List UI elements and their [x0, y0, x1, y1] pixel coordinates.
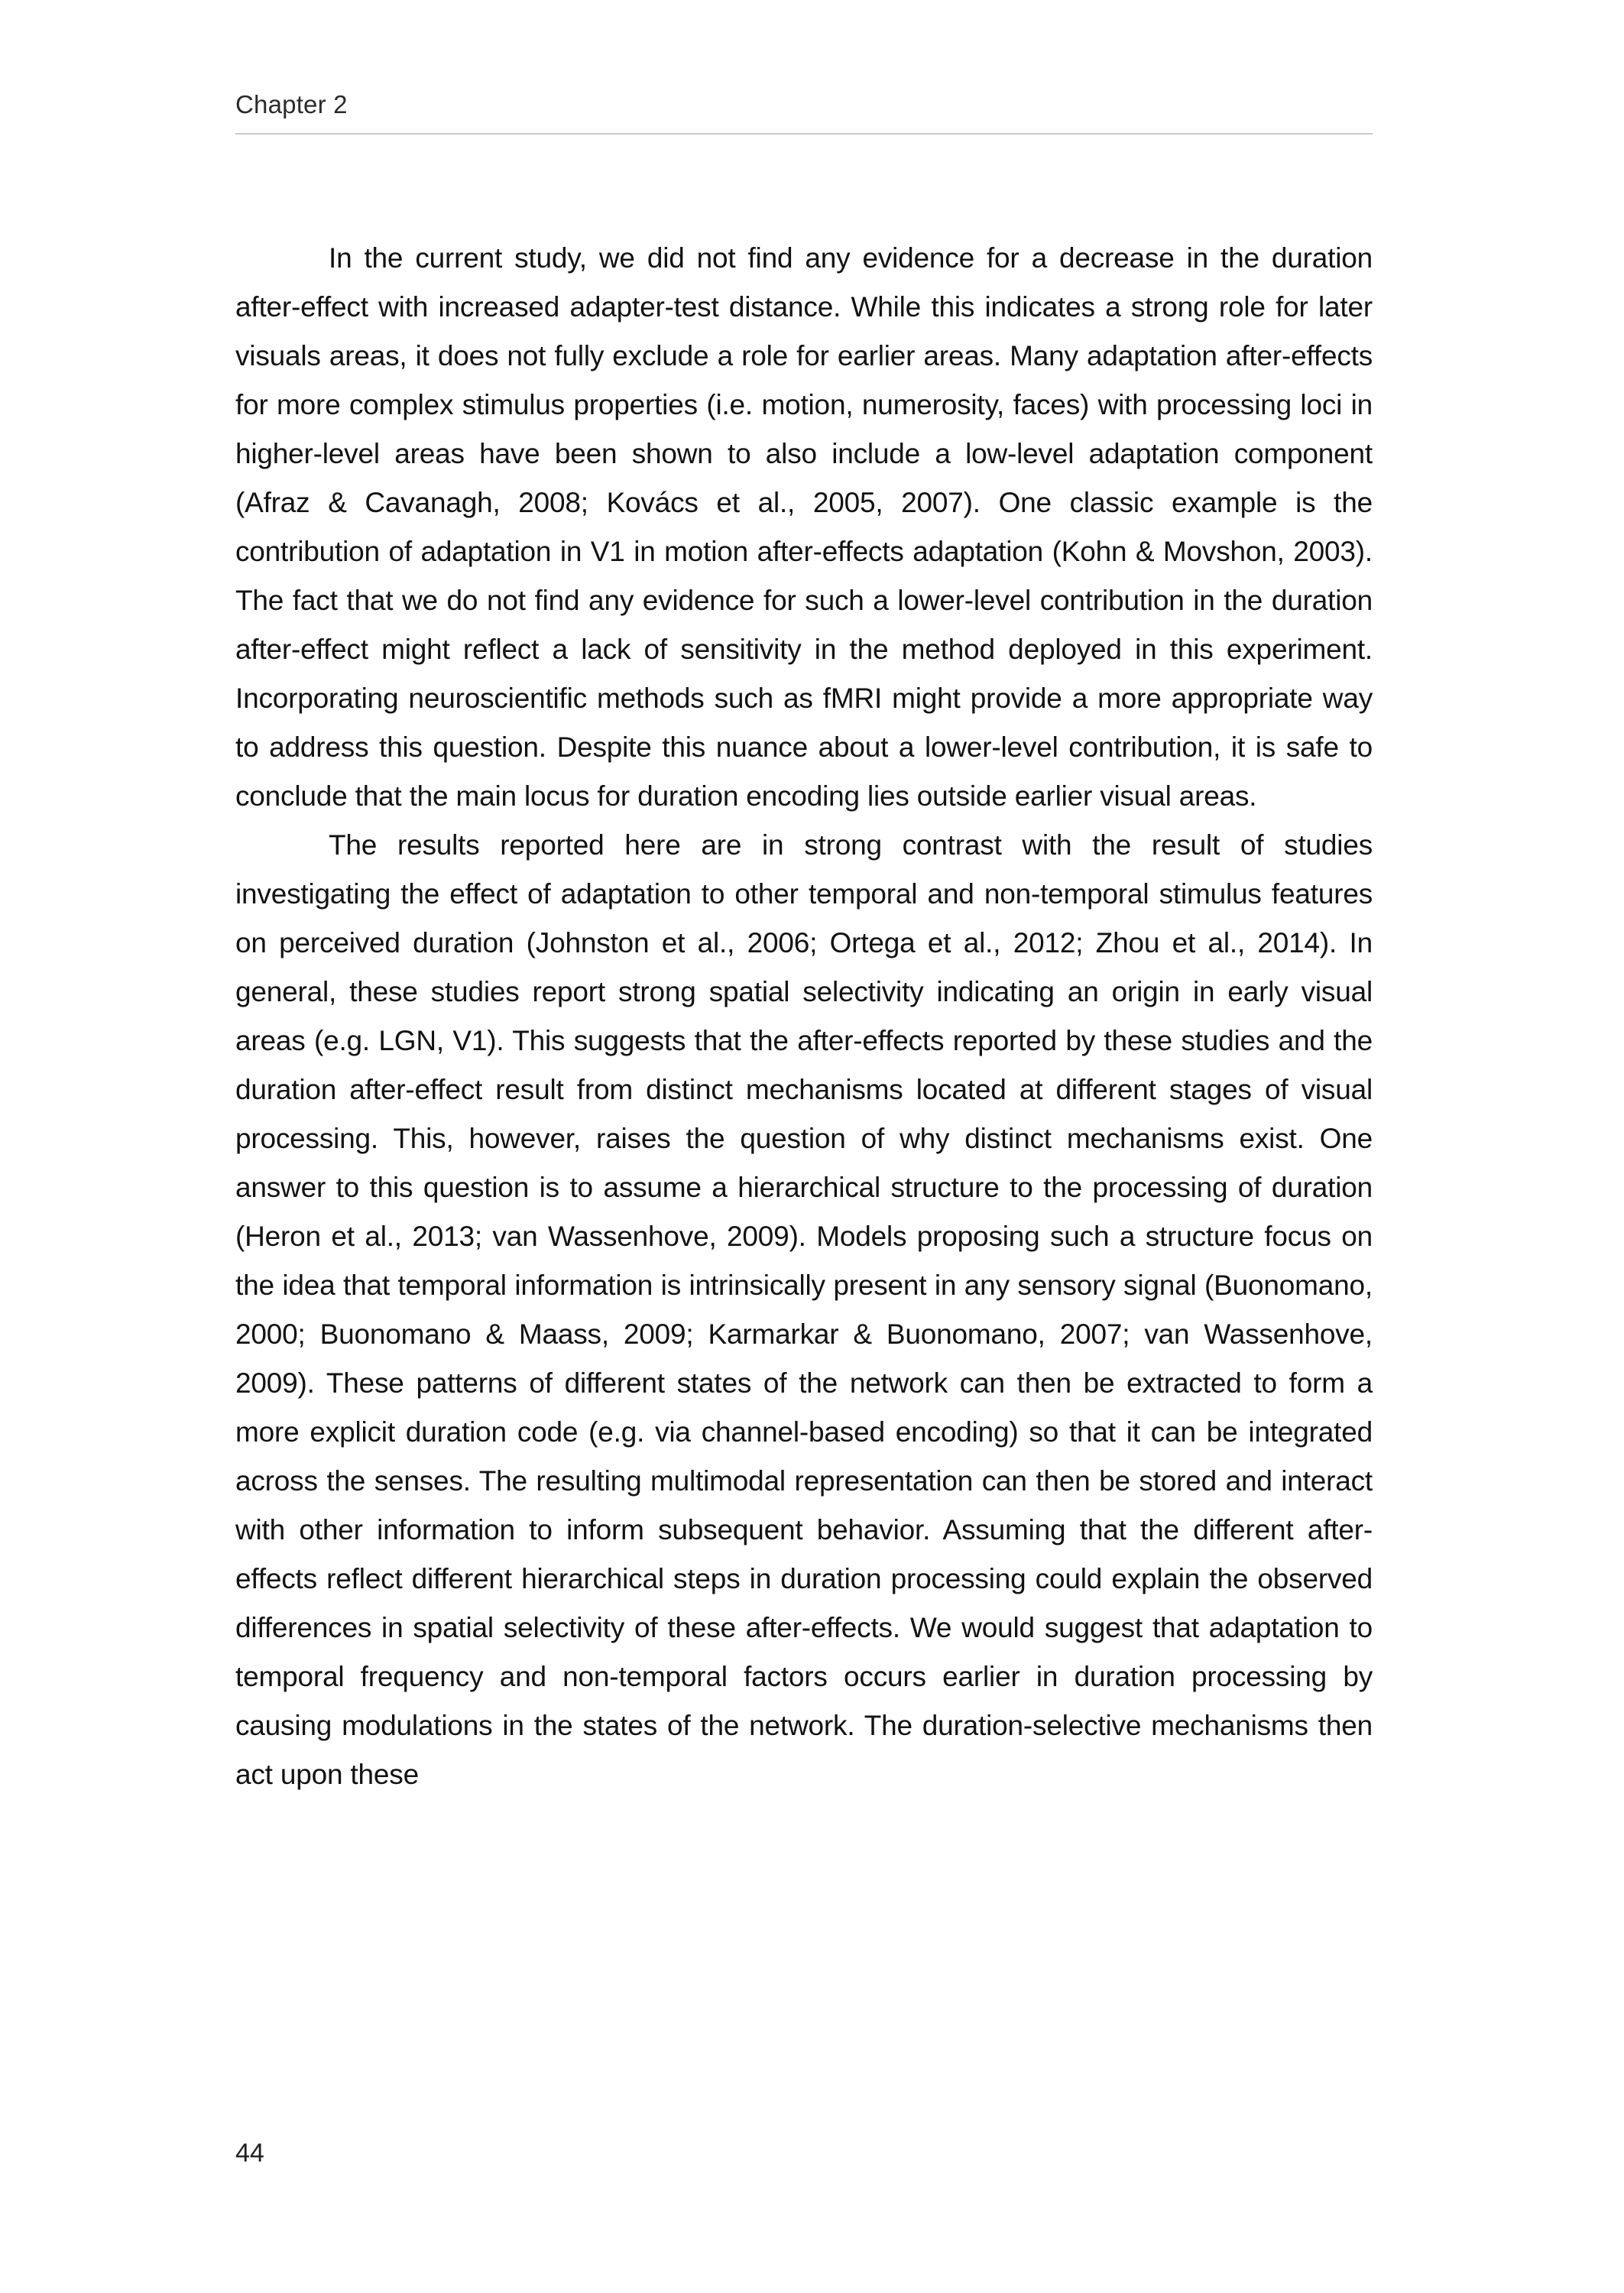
- body-text: [235, 234, 1373, 1799]
- chapter-heading: Chapter 2: [235, 90, 348, 118]
- page-number: 44: [235, 2139, 264, 2168]
- page-footer: [235, 2139, 264, 2168]
- page-header: [235, 90, 1373, 135]
- paragraph-1: In the current study, we did not find any evidence for a decrease in the duration after-effect with increased adapter-test distance. While this indicates a strong role for later visuals areas, it does not fully exclude a role for earlier areas. Many adaptation after-effects for more complex stimulus properties (i.e. motion, numerosity, faces) with processing loci in higher-level areas have been shown to also include a low-level adaptation component (Afraz & Cavanagh, 2008; Kovács et al., 2005, 2007). One classic example is the contribution of adaptation in V1 in motion after-effects adaptation (Kohn & Movshon, 2003). The fact that we do not find any evidence for such a lower-level contribution in the duration after-effect might reflect a lack of sensitivity in the method deployed in this experiment. Incorporating neuroscientific methods such as fMRI might provide a more appropriate way to address this question. Despite this nuance about a lower-level contribution, it is safe to conclude that the main locus for duration encoding lies outside earlier visual areas.: [235, 242, 1373, 812]
- paragraph-2: The results reported here are in strong contrast with the result of studies investigating the effect of adaptation to other temporal and non-temporal stimulus features on perceived duration (Johnston et al., 2006; Ortega et al., 2012; Zhou et al., 2014). In general, these studies report strong spatial selectivity indicating an origin in early visual areas (e.g. LGN, V1). This suggests that the after-effects reported by these studies and the duration after-effect result from distinct mechanisms located at different stages of visual processing. This, however, raises the question of why distinct mechanisms exist. One answer to this question is to assume a hierarchical structure to the processing of duration (Heron et al., 2013; van Wassenhove, 2009). Models proposing such a structure focus on the idea that temporal information is intrinsically present in any sensory signal (Buonomano, 2000; Buonomano & Maass, 2009; Karmarkar & Buonomano, 2007; van Wassenhove, 2009). These patterns of different states of the network can then be extracted to form a more explicit duration code (e.g. via channel-based encoding) so that it can be integrated across the senses. The resulting multimodal representation can then be stored and interact with other information to inform subsequent behavior. Assuming that the different after-effects reflect different hierarchical steps in duration processing could explain the observed differences in spatial selectivity of these after-effects. We would suggest that adaptation to temporal frequency and non-temporal factors occurs earlier in duration processing by causing modulations in the states of the network. The duration-selective mechanisms then act upon these: [235, 829, 1373, 1790]
